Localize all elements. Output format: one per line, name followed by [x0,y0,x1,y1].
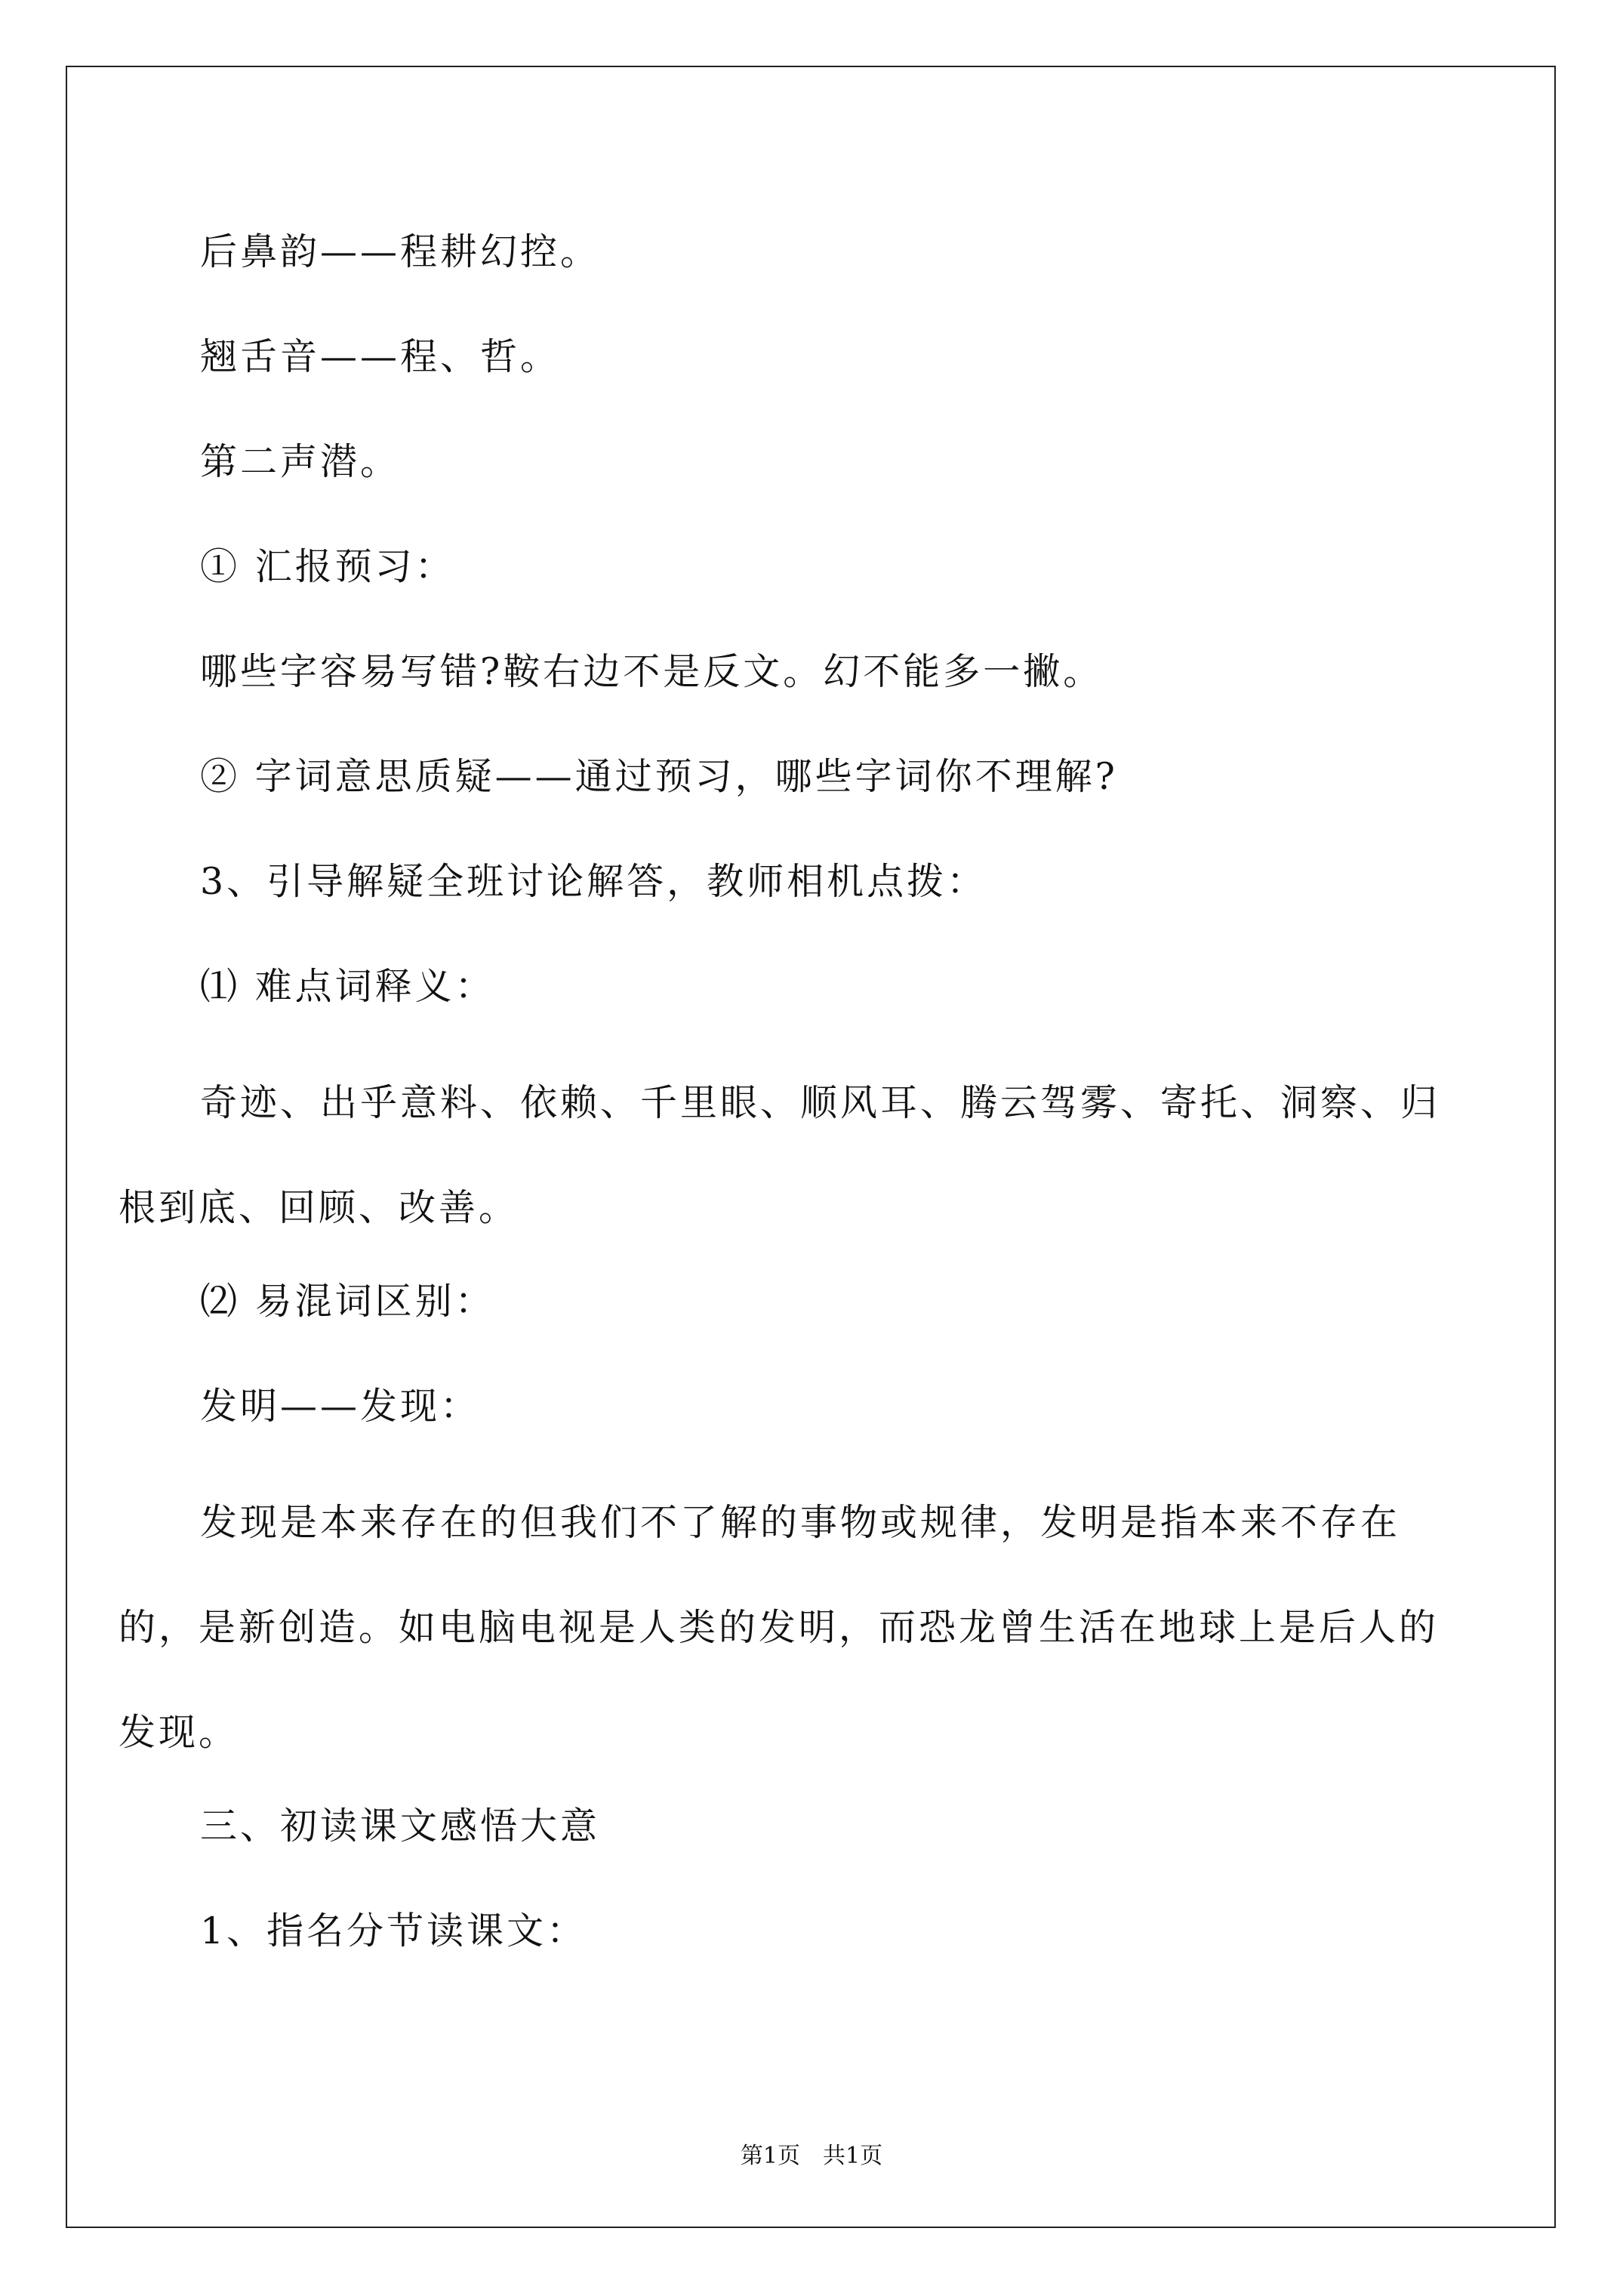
paragraph-14: 1、指名分节读课文： [200,1909,587,1952]
paragraph-9: 奇迹、出乎意料、依赖、千里眼、顺风耳、腾云驾雾、寄托、洞察、归根到底、回顾、改善。 [119,1081,1441,1229]
page-footer: 第1页 共1页 [740,2143,883,2169]
paragraph-5: 哪些字容易写错?鞍右边不是反文。幻不能多一撇。 [200,650,1104,693]
paragraph-3: 第二声潜。 [200,440,401,483]
paragraph-8: ⑴ 难点词释义： [200,965,495,1008]
paragraph-7: 3、引导解疑全班讨论解答，教师相机点拨： [200,860,987,903]
paragraph-10: ⑵ 易混词区别： [200,1280,495,1323]
paragraph-2: 翘舌音——程、哲。 [200,335,561,378]
paragraph-6: ② 字词意思质疑——通过预习，哪些字词你不理解? [200,755,1118,798]
paragraph-12: 发现是本来存在的但我们不了解的事物或规律，发明是指本来不存在的，是新创造。如电脑电视是人类的发明，而恐龙曾生活在地球上是后人的发现。 [119,1501,1440,1754]
paragraph-4: ① 汇报预习： [200,545,455,588]
paragraph-1: 后鼻韵——程耕幻控。 [200,230,601,273]
paragraph-11: 发明——发现： [200,1385,481,1428]
paragraph-13: 三、初读课文感悟大意 [200,1804,601,1848]
